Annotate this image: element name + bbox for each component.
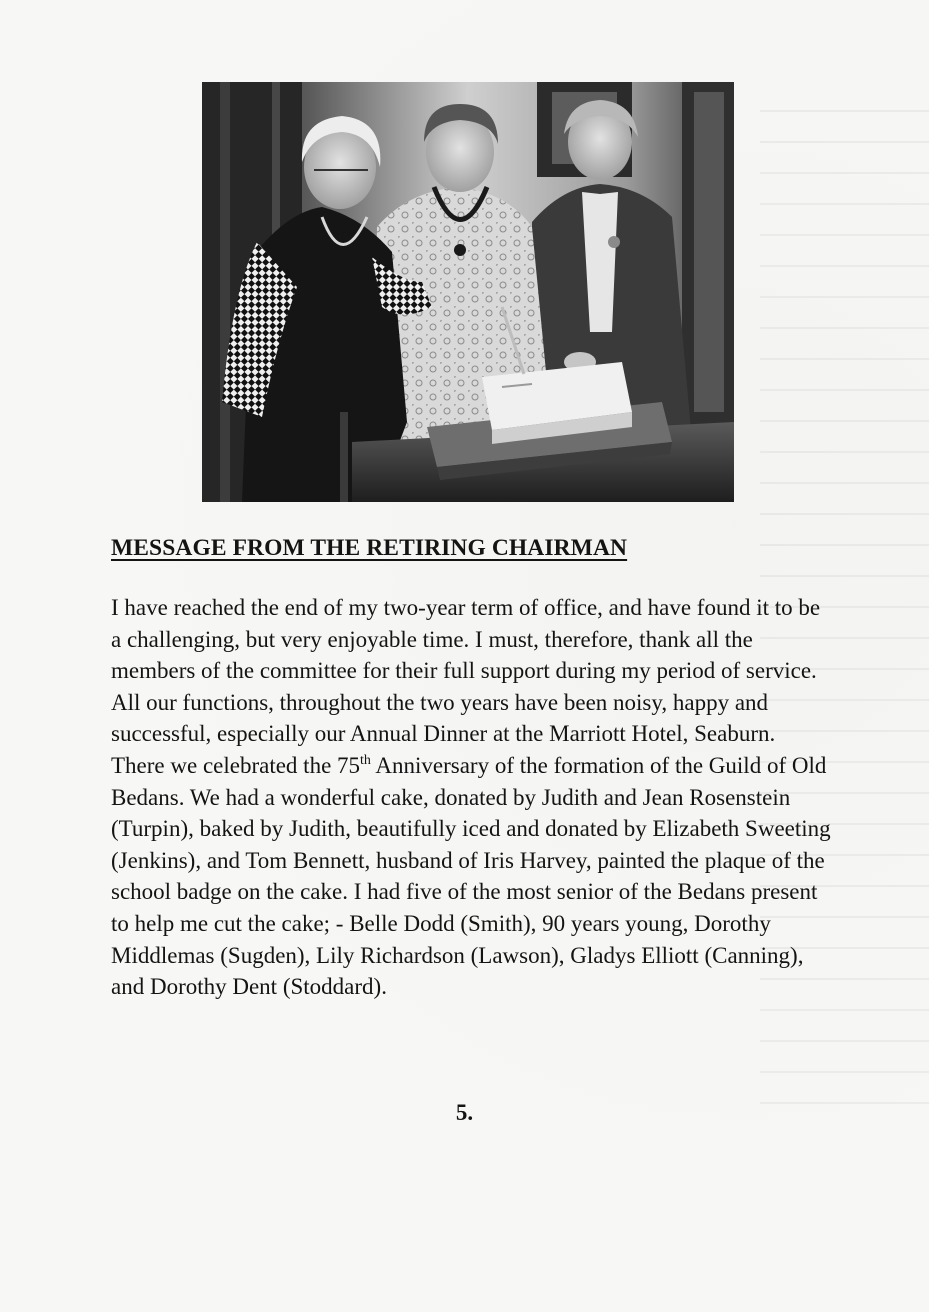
paragraph-functions-part-2: Anniversary of the formation of the Guild of Old Bedans. We had a wonderful cake, donated by Judith and Jean Rosenstein (Turpin), baked by Judith, beautifully iced and donated by Elizabeth Sweeting (Jenkins), and Tom Bennett, husband of Iris Harvey, painted the plaque of the school badge on the cake. I had five of the most senior of the Bedans present to help me cut the cake; - Belle Dodd (Smith), 90 years young, Dorothy Middlemas (Sugden), Lily Richardson (Lawson), Gladys Elliott (Canning), and Dorothy Dent (Stoddard). xyxy=(111,752,831,1000)
cake-cutting-photograph xyxy=(202,82,734,502)
ordinal-superscript: th xyxy=(360,752,371,768)
paragraph-functions-part-1: All our functions, throughout the two years have been noisy, happy and successful, especially our Annual Dinner at the Marriott Hotel, Seaburn. There we celebrated the 75 xyxy=(111,689,776,778)
article-body xyxy=(111,592,831,1003)
article-heading: MESSAGE FROM THE RETIRING CHAIRMAN xyxy=(111,535,628,561)
paragraph-term-of-office: I have reached the end of my two-year term of office, and have found it to be a challenging, but very enjoyable time. I must, therefore, thank all the members of the committee for their full support during my period of service. xyxy=(111,595,821,684)
page-number: 5. xyxy=(455,1100,474,1125)
paragraph-functions xyxy=(111,687,831,1003)
